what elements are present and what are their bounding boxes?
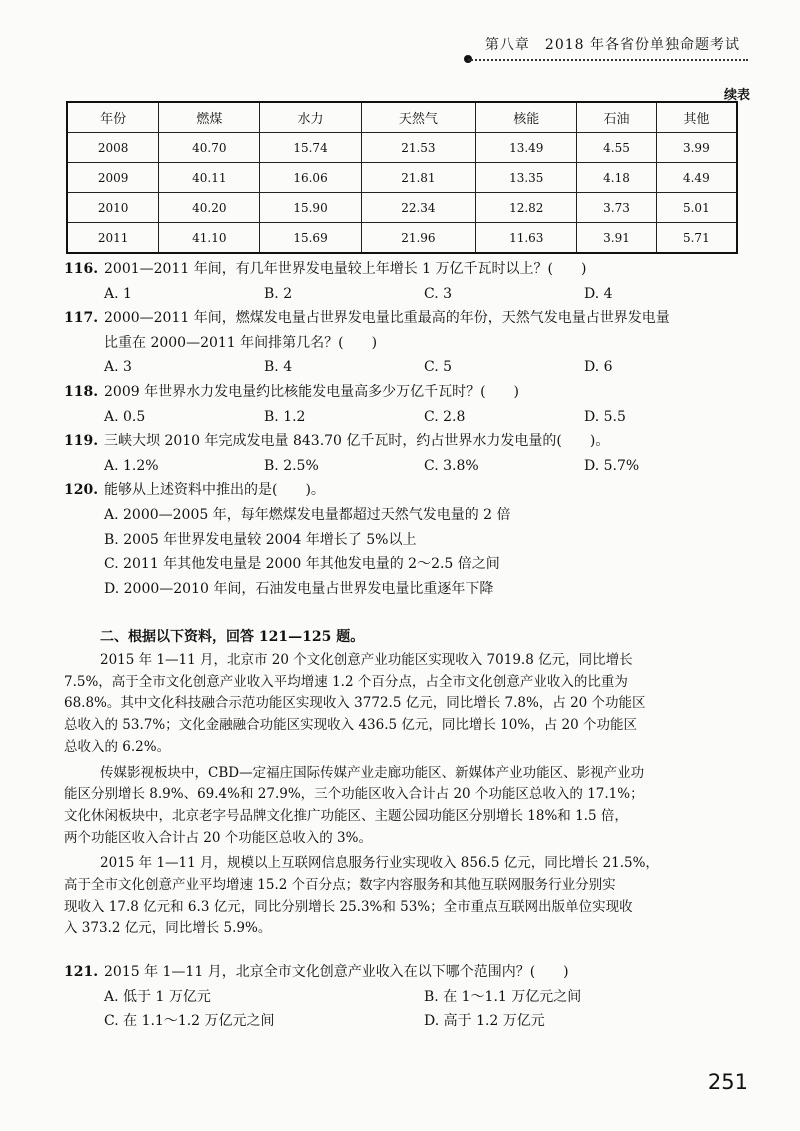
- options-row: [64, 355, 744, 380]
- table-cell: 4.55: [577, 133, 656, 163]
- option: D. 4: [584, 285, 613, 302]
- paragraph-line: 入 373.2 亿元，同比增长 5.9%。: [64, 920, 272, 937]
- table-cell: 40.20: [159, 193, 260, 223]
- table-cell: 3.91: [577, 223, 656, 254]
- question-number: 116.: [64, 261, 99, 277]
- option: D. 5.7%: [584, 457, 640, 474]
- paragraph: [64, 853, 742, 940]
- question-text: 2000—2011 年间，燃煤发电量占世界发电量比重最高的年份，天然气发电量占世界发电量: [104, 310, 670, 327]
- table-row: [67, 223, 737, 254]
- paragraph: [64, 763, 742, 850]
- power-data-table: [66, 101, 738, 254]
- table-header-cell: 燃煤: [159, 102, 260, 133]
- paragraph-line: 68.8%。其中文化科技融合示范功能区实现收入 3772.5 亿元，同比增长 7.8%，占 20 个功能区: [64, 695, 646, 712]
- paragraph-line: 7.5%，高于全市文化创意产业收入平均增速 1.2 个百分点，占全市文化创意产业收入的比重为: [64, 673, 628, 690]
- option: B. 2005 年世界发电量较 2004 年增长了 5%以上: [104, 531, 417, 548]
- option: C. 在 1.1～1.2 万亿元之间: [104, 1013, 275, 1030]
- question-number: 117.: [64, 310, 99, 327]
- option: D. 5.5: [584, 408, 626, 425]
- option: D. 高于 1.2 万亿元: [424, 1013, 545, 1030]
- table-cell: 2010: [67, 193, 159, 223]
- option: C. 3: [424, 285, 453, 302]
- option: B. 4: [264, 359, 293, 376]
- table-header-cell: 天然气: [361, 102, 476, 133]
- options-row: [64, 1009, 744, 1034]
- question-line: [64, 960, 744, 985]
- paragraph-line: 两个功能区收入合计占 20 个功能区总收入的 3%。: [64, 829, 372, 846]
- option: A. 2000—2005 年，每年燃煤发电量都超过天然气发电量的 2 倍: [104, 506, 511, 523]
- table-header-cell: 水力: [260, 102, 361, 133]
- table-row: [67, 133, 737, 163]
- paragraph-line: 总收入的 6.2%。: [64, 738, 171, 755]
- paragraph-line: 总收入的 53.7%；文化金融融合功能区实现收入 436.5 亿元，同比增长 10%，占 20 个功能区: [64, 717, 637, 734]
- table-cell: 21.96: [361, 223, 476, 254]
- question-line: [64, 429, 744, 454]
- options-row: [64, 985, 744, 1010]
- table-cell: 40.70: [159, 133, 260, 163]
- reading-material: [64, 650, 742, 944]
- table-cell: 13.49: [476, 133, 577, 163]
- question-text: 2001—2011 年间，有几年世界发电量较上年增长 1 万亿千瓦时以上？( ): [104, 261, 587, 277]
- chapter-header: 第八章 2018 年各省份单独命题考试: [484, 37, 740, 53]
- table-header-cell: 年份: [67, 102, 159, 133]
- question-text: 能够从上述资料中推出的是( )。: [104, 482, 325, 499]
- table-cell: 4.49: [656, 163, 737, 193]
- table-cell: 16.06: [260, 163, 361, 193]
- question-line: [64, 257, 744, 282]
- question-number: 119.: [64, 433, 99, 450]
- table-header-cell: 石油: [577, 102, 656, 133]
- question-line: [64, 331, 744, 356]
- option: B. 2.5%: [264, 457, 319, 474]
- question-number: 121.: [64, 964, 99, 980]
- paragraph-line: 2015 年 1—11 月，北京市 20 个文化创意产业功能区实现收入 7019.8 亿元，同比增长: [100, 652, 633, 668]
- option: B. 在 1～1.1 万亿元之间: [424, 988, 582, 1005]
- paragraph-line: 传媒影视板块中，CBD—定福庄国际传媒产业走廊功能区、新媒体产业功能区、影视产业功: [100, 764, 645, 781]
- paragraph-line: 2015 年 1—11 月，规模以上互联网信息服务行业实现收入 856.5 亿元，同比增长 21.5%，: [100, 855, 659, 872]
- header-divider: [468, 59, 748, 61]
- option: A. 0.5: [104, 408, 146, 425]
- option: D. 2000—2010 年间，石油发电量占世界发电量比重逐年下降: [104, 580, 494, 597]
- option: B. 2: [264, 285, 293, 302]
- table-cell: 15.90: [260, 193, 361, 223]
- table-header-row: [67, 102, 737, 133]
- table-cell: 2011: [67, 223, 159, 254]
- page-number: 251: [707, 1070, 748, 1094]
- table-header-cell: 核能: [476, 102, 577, 133]
- option: C. 5: [424, 359, 453, 376]
- section-title: 二、根据以下资料，回答 121—125 题。: [100, 629, 365, 645]
- table-cell: 3.73: [577, 193, 656, 223]
- paragraph-line: 现收入 17.8 亿元和 6.3 亿元，同比分别增长 25.3%和 53%；全市重点互联网出版单位实现收: [64, 898, 633, 915]
- table-cell: 5.01: [656, 193, 737, 223]
- option: C. 2.8: [424, 408, 466, 425]
- table-cell: 15.74: [260, 133, 361, 163]
- table-cell: 12.82: [476, 193, 577, 223]
- question-line: [64, 306, 744, 331]
- question-number: 120.: [64, 482, 99, 499]
- question-line: [64, 380, 744, 405]
- table-cell: 11.63: [476, 223, 577, 254]
- question-text: 2015 年 1—11 月，北京全市文化创意产业收入在以下哪个范围内？( ): [104, 964, 569, 980]
- option: A. 1.2%: [104, 457, 159, 474]
- table-row: [67, 163, 737, 193]
- options-row: [64, 454, 744, 479]
- options-row: [64, 282, 744, 307]
- table-cell: 2009: [67, 163, 159, 193]
- option: A. 3: [104, 359, 132, 376]
- table-cell: 40.11: [159, 163, 260, 193]
- table-cell: 15.69: [260, 223, 361, 254]
- table-cell: 3.99: [656, 133, 737, 163]
- paragraph-line: 能区分别增长 8.9%、69.4%和 27.9%，三个功能区收入合计占 20 个功能区总收入的 17.1%；: [64, 786, 644, 803]
- questions-116-120: [64, 257, 744, 601]
- question-text: 2009 年世界水力发电量约比核能发电量高多少万亿千瓦时？( ): [104, 383, 520, 400]
- paragraph: [64, 650, 742, 759]
- table-cell: 21.81: [361, 163, 476, 193]
- table-row: [67, 193, 737, 223]
- option: A. 1: [104, 285, 132, 302]
- table-cell: 5.71: [656, 223, 737, 254]
- table-cell: 21.53: [361, 133, 476, 163]
- table-caption: 续表: [723, 88, 750, 103]
- question-121: [64, 960, 744, 1034]
- table-header-cell: 其他: [656, 102, 737, 133]
- question-line: [64, 478, 744, 503]
- question-number: 118.: [64, 383, 99, 400]
- table-cell: 22.34: [361, 193, 476, 223]
- option: C. 3.8%: [424, 457, 479, 474]
- question-text: 三峡大坝 2010 年完成发电量 843.70 亿千瓦时，约占世界水力发电量的( )。: [104, 433, 610, 450]
- paragraph-line: 高于全市文化创意产业平均增速 15.2 个百分点；数字内容服务和其他互联网服务行业分别实: [64, 877, 616, 894]
- table-cell: 4.18: [577, 163, 656, 193]
- table-cell: 41.10: [159, 223, 260, 254]
- option: D. 6: [584, 359, 613, 376]
- question-text: 比重在 2000—2011 年间排第几名？( ): [104, 334, 378, 351]
- table-cell: 13.35: [476, 163, 577, 193]
- options-row: [64, 405, 744, 430]
- option: C. 2011 年其他发电量是 2000 年其他发电量的 2～2.5 倍之间: [104, 556, 500, 573]
- paragraph-line: 文化休闲板块中，北京老字号品牌文化推广功能区、主题公园功能区分别增长 18%和 1.5 倍，: [64, 807, 628, 824]
- option: A. 低于 1 万亿元: [104, 988, 211, 1005]
- option: B. 1.2: [264, 408, 306, 425]
- table-cell: 2008: [67, 133, 159, 163]
